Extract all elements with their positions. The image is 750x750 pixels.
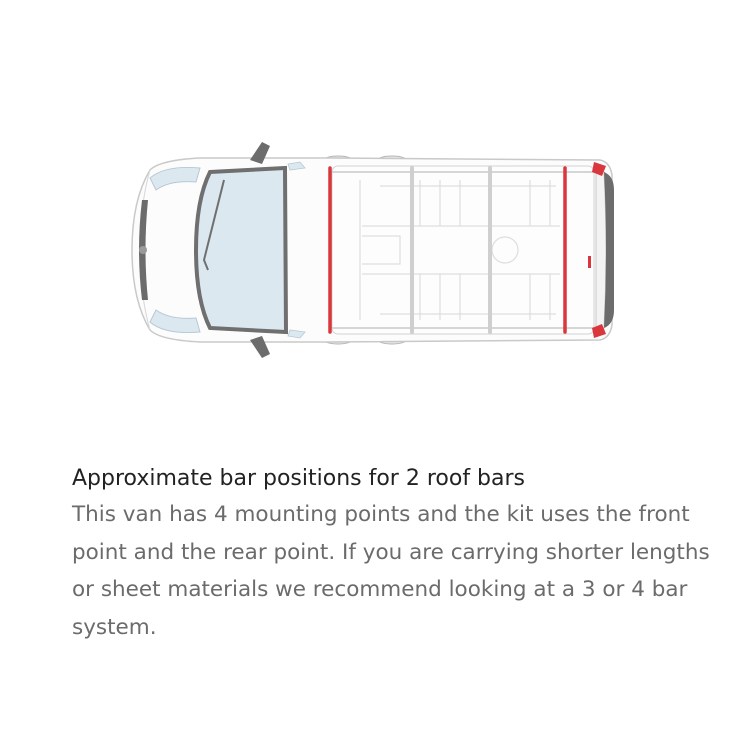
badge-icon (139, 246, 147, 254)
caption (72, 462, 712, 646)
caption-title: Approximate bar positions for 2 roof bars (72, 466, 526, 491)
rear-doors (596, 170, 606, 330)
rear-marker (588, 256, 591, 268)
caption-body: This van has 4 mounting points and the kit uses the front point and the rear point. If you are carrying shorter lengths or sheet materials we recommend looking at a 3 or 4 bar system. (72, 502, 710, 640)
windscreen (196, 168, 286, 332)
roof-panel (332, 166, 594, 334)
